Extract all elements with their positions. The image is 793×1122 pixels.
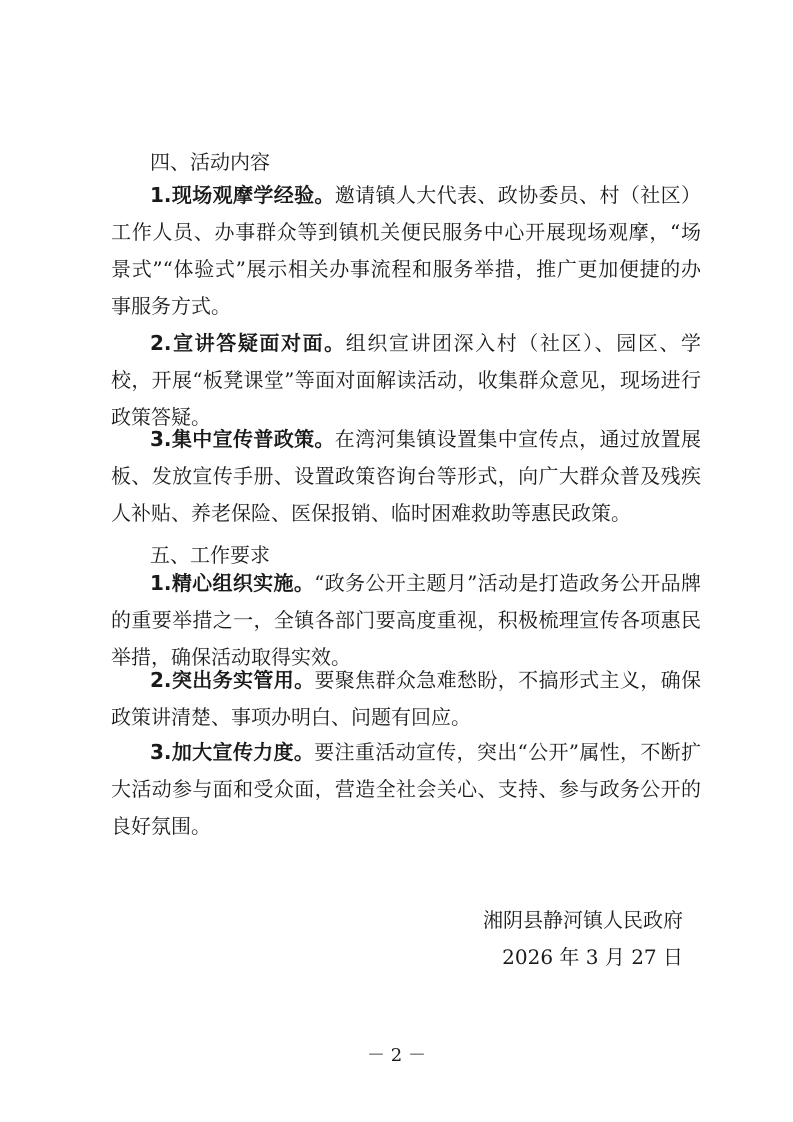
signature-organization: 湘阴县静河镇人民政府 bbox=[483, 908, 683, 932]
paragraph-lead: 2.宣讲答疑面对面。 bbox=[150, 331, 346, 355]
paragraph-lead: 2.突出务实管用。 bbox=[150, 668, 315, 692]
paragraph-text: “政务公开主题月”活动是打造政务公开品牌的重要举措之一，全镇各部门要高度重视，积极梳理宣传各项惠民举措，确保活动取得实效。 bbox=[111, 571, 702, 669]
signature-date: 2026 年 3 月 27 日 bbox=[502, 945, 683, 969]
paragraph-requirement-3 bbox=[111, 734, 701, 845]
paragraph-text: 要聚焦群众急难愁盼，不搞形式主义，确保政策讲清楚、事项办明白、问题有回应。 bbox=[111, 668, 702, 729]
paragraph-text: 组织宣讲团深入村（社区）、园区、学校，开展“板凳课堂”等面对面解读活动，收集群众意见，现场进行政策答疑。 bbox=[111, 331, 702, 429]
paragraph-text: 邀请镇人大代表、政协委员、村（社区）工作人员、办事群众等到镇机关便民服务中心开展现场观摩，“场景式”“体验式”展示相关办事流程和服务举措，推广更加便捷的办事服务方式。 bbox=[111, 183, 701, 318]
page-number: － 2 － bbox=[367, 1045, 426, 1066]
paragraph-activity-1 bbox=[111, 177, 701, 325]
paragraph-lead: 1.现场观摩学经验。 bbox=[150, 183, 335, 207]
paragraph-text: 要注重活动宣传，突出“公开”属性，不断扩大活动参与面和受众面，营造全社会关心、支持、参与政务公开的良好氛围。 bbox=[111, 740, 702, 838]
paragraph-requirement-1 bbox=[111, 565, 701, 676]
section-heading-activities: 四、活动内容 bbox=[150, 150, 270, 174]
paragraph-requirement-2 bbox=[111, 662, 701, 736]
paragraph-text: 在湾河集镇设置集中宣传点，通过放置展板、发放宣传手册、设置政策咨询台等形式，向广大群众普及残疾人补贴、养老保险、医保报销、临时困难救助等惠民政策。 bbox=[111, 427, 701, 525]
paragraph-lead: 3.集中宣传普政策。 bbox=[150, 427, 335, 451]
paragraph-activity-2 bbox=[111, 325, 701, 436]
paragraph-activity-3 bbox=[111, 421, 701, 532]
paragraph-lead: 3.加大宣传力度。 bbox=[150, 740, 315, 764]
paragraph-lead: 1.精心组织实施。 bbox=[150, 571, 315, 595]
section-heading-requirements: 五、工作要求 bbox=[150, 543, 270, 567]
